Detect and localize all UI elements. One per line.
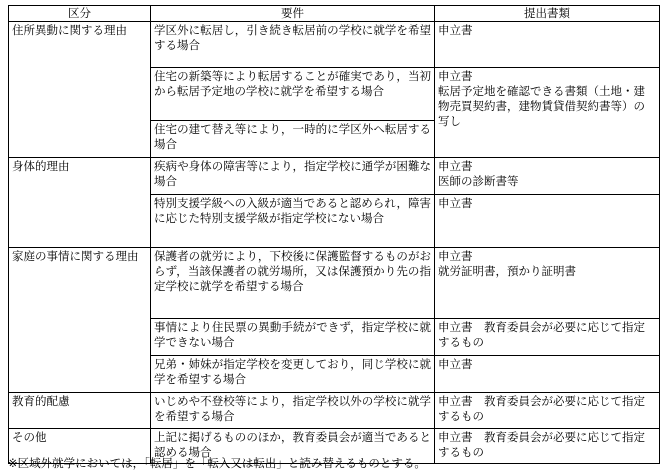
footnote: ※区域外就学においては，「転居」を「転入又は転出」と読み替えるものとする。 bbox=[8, 456, 426, 470]
category-cell: 教育的配慮 bbox=[9, 393, 151, 429]
requirement-cell: 事情により住民票の異動手続ができず，指定学校に就学できない場合 bbox=[151, 319, 435, 356]
table-row bbox=[9, 158, 660, 195]
documents-cell: 申立書 bbox=[435, 195, 660, 248]
requirement-cell: 疾病や身体の障害等により，指定学校に通学が困難な場合 bbox=[151, 158, 435, 195]
table-row bbox=[9, 393, 660, 429]
enrollment-rules-table bbox=[8, 5, 660, 464]
category-cell: 住所異動に関する理由 bbox=[9, 22, 151, 158]
category-cell: 家庭の事情に関する理由 bbox=[9, 248, 151, 393]
column-header-documents: 提出書類 bbox=[435, 6, 660, 22]
requirement-cell: 保護者の就労により，下校後に保護監督するものがおらず，当該保護者の就労場所，又は保護預かり先の指定学校に就学を希望する場合 bbox=[151, 248, 435, 319]
table-row bbox=[9, 248, 660, 319]
column-header-requirement: 要件 bbox=[151, 6, 435, 22]
requirement-cell: 住宅の建て替え等により，一時的に学区外へ転居する場合 bbox=[151, 121, 435, 158]
table-row bbox=[9, 22, 660, 68]
documents-cell: 申立書 教育委員会が必要に応じて指定するもの bbox=[435, 429, 660, 464]
documents-cell: 申立書 医師の診断書等 bbox=[435, 158, 660, 195]
requirement-cell: 兄弟・姉妹が指定学校を変更しており，同じ学校に就学を希望する場合 bbox=[151, 356, 435, 393]
requirement-cell: いじめや不登校等により，指定学校以外の学校に就学を希望する場合 bbox=[151, 393, 435, 429]
documents-cell: 申立書 bbox=[435, 356, 660, 393]
requirement-cell: 特別支援学級への入級が適当であると認められ，障害に応じた特別支援学級が指定学校にない場合 bbox=[151, 195, 435, 248]
documents-cell: 申立書 教育委員会が必要に応じて指定するもの bbox=[435, 319, 660, 356]
documents-cell: 申立書 転居予定地を確認できる書類（土地・建物売買契約書，建物賃貸借契約書等）の写し bbox=[435, 68, 660, 158]
documents-cell: 申立書 教育委員会が必要に応じて指定するもの bbox=[435, 393, 660, 429]
table-header-row bbox=[9, 6, 660, 22]
column-header-category: 区分 bbox=[9, 6, 151, 22]
requirement-cell: 住宅の新築等により転居することが確実であり，当初から転居予定地の学校に就学を希望する場合 bbox=[151, 68, 435, 121]
documents-cell: 申立書 就労証明書，預かり証明書 bbox=[435, 248, 660, 319]
requirement-cell: 学区外に転居し，引き続き転居前の学校に就学を希望する場合 bbox=[151, 22, 435, 68]
category-cell: その他 bbox=[9, 429, 151, 464]
category-cell: 身体的理由 bbox=[9, 158, 151, 248]
documents-cell: 申立書 bbox=[435, 22, 660, 68]
requirement-cell: 上記に掲げるもののほか，教育委員会が適当であると認める場合 bbox=[151, 429, 435, 464]
